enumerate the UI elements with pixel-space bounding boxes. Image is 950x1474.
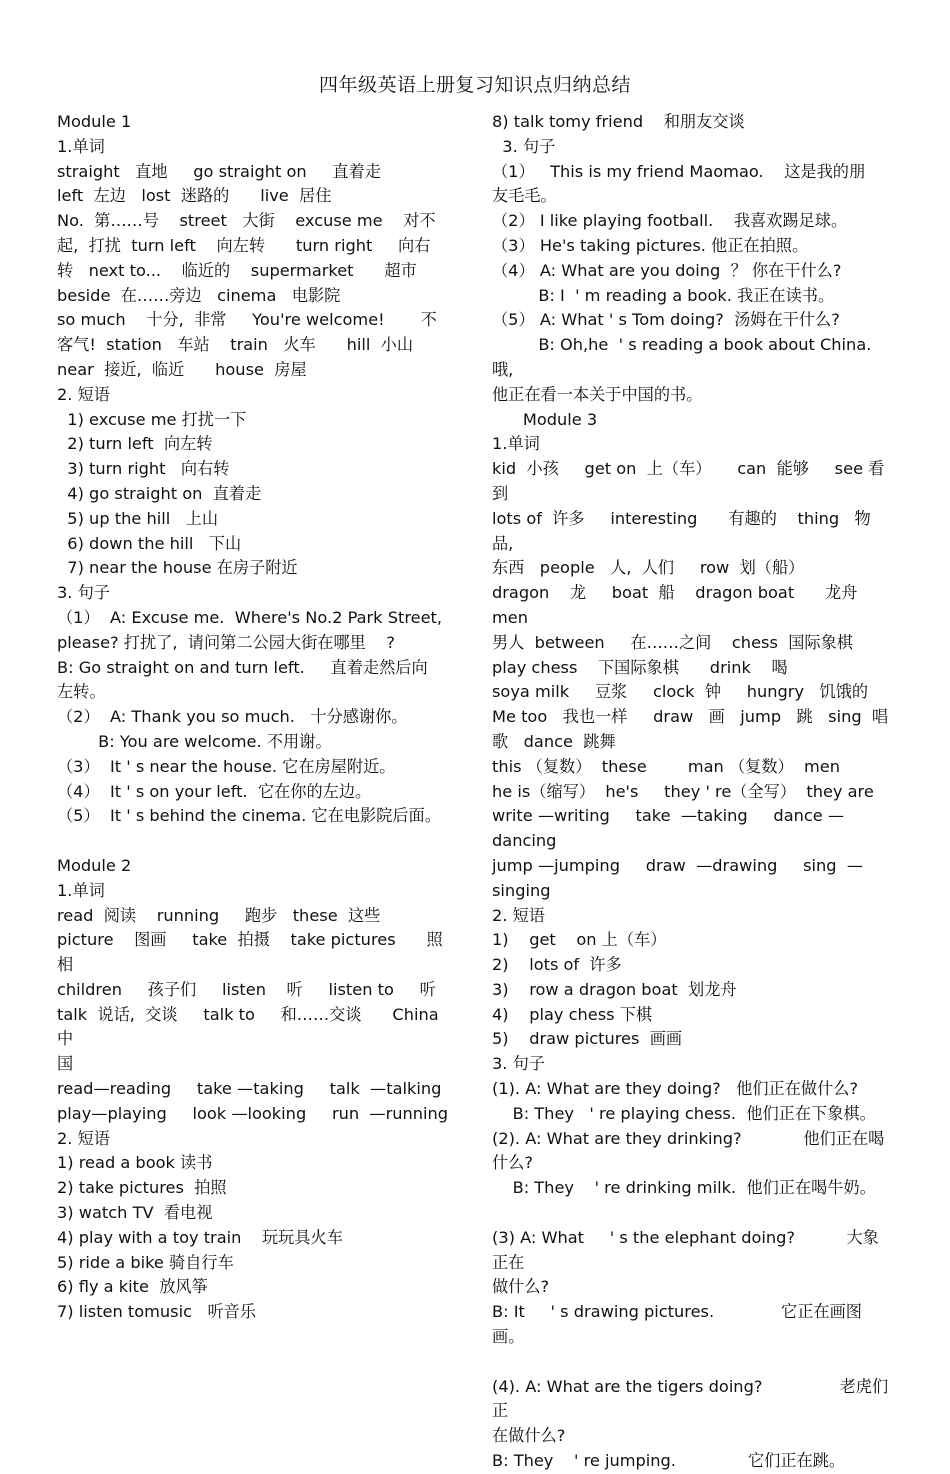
- text-line: 2. 短语: [57, 384, 110, 404]
- text-line: 3. 句子: [57, 583, 110, 603]
- blank-line: [492, 1201, 892, 1226]
- document-title: 四年级英语上册复习知识点归纳总结: [318, 74, 631, 96]
- text-line: 1.单词: [492, 434, 540, 454]
- text-line: dragon 龙 boat 船 dragon boat 龙舟 men: [492, 583, 884, 627]
- text-line: 2. 短语: [492, 905, 545, 925]
- text-line: B: I ' m reading a book. 我正在读书。: [492, 285, 835, 305]
- text-line: 4) play with a toy train 玩玩具火车: [57, 1227, 343, 1247]
- text-line: 1.单词: [57, 136, 105, 156]
- text-line: B: They ' re jumping. 它们正在跳。: [492, 1451, 846, 1471]
- text-line: 2. 短语: [57, 1128, 110, 1148]
- text-line: 东西 people 人, 人们 row 划（船）: [492, 558, 805, 578]
- text-line: B: They ' re drinking milk. 他们正在喝牛奶。: [492, 1178, 876, 1198]
- text-line: play chess 下国际象棋 drink 喝: [492, 657, 788, 677]
- text-line: please? 打扰了, 请问第二公园大街在哪里 ?: [57, 632, 396, 652]
- text-line: 在做什么?: [492, 1426, 566, 1446]
- text-line: B: Go straight on and turn left. 直着走然后向: [57, 657, 428, 677]
- text-line: 7) listen tomusic 听音乐: [57, 1302, 257, 1322]
- text-line: 什么?: [492, 1153, 533, 1173]
- text-line: (2). A: What are they drinking? 他们正在喝: [492, 1128, 885, 1148]
- text-line: （4） It ' s on your left. 它在你的左边。: [57, 781, 372, 801]
- text-line: 5) up the hill 上山: [57, 508, 219, 528]
- text-line: （5） It ' s behind the cinema. 它在电影院后面。: [57, 806, 441, 826]
- text-line: （5） A: What ' s Tom doing? 汤姆在干什么?: [492, 310, 840, 330]
- text-line: 客气! station 车站 train 火车 hill 小山: [57, 335, 414, 355]
- text-line: talk 说话, 交谈 talk to 和……交谈 China 中: [57, 1004, 449, 1049]
- text-line: （3） He's taking pictures. 他正在拍照。: [492, 235, 809, 255]
- text-line: 歌 dance 跳舞: [492, 731, 616, 751]
- text-line: Me too 我也一样 draw 画 jump 跳 sing 唱: [492, 707, 889, 727]
- text-line: 他正在看一本关于中国的书。: [492, 384, 703, 404]
- text-line: B: They ' re playing chess. 他们正在下象棋。: [492, 1103, 876, 1123]
- text-line: this （复数） these man （复数） men: [492, 756, 840, 776]
- text-line: 3. 句子: [492, 1054, 545, 1074]
- text-line: play—playing look —looking run —running: [57, 1103, 449, 1123]
- text-line: 1) excuse me 打扰一下: [57, 409, 247, 429]
- text-line: 做什么?: [492, 1277, 550, 1297]
- text-line: （2） I like playing football. 我喜欢踢足球。: [492, 211, 848, 231]
- text-line: 友毛毛。: [492, 186, 557, 206]
- text-line: 3) row a dragon boat 划龙舟: [492, 979, 737, 999]
- left-column: [57, 110, 457, 1325]
- blank-line: [57, 829, 457, 854]
- text-line: 7) near the house 在房子附近: [57, 558, 298, 578]
- text-line: B: It ' s drawing pictures. 它正在画图画。: [492, 1302, 862, 1347]
- text-line: 4) go straight on 直着走: [57, 483, 262, 503]
- text-line: （1） This is my friend Maomao. 这是我的朋: [492, 161, 866, 181]
- blank-line: [492, 1350, 892, 1375]
- text-line: 起, 打扰 turn left 向左转 turn right 向右: [57, 235, 431, 255]
- text-line: （1） A: Excuse me. Where's No.2 Park Street,: [57, 607, 443, 627]
- text-line: singing: [492, 880, 551, 900]
- text-line: straight 直地 go straight on 直着走: [57, 161, 381, 181]
- text-line: （3） It ' s near the house. 它在房屋附近。: [57, 756, 396, 776]
- text-line: 2) turn left 向左转: [57, 434, 213, 454]
- text-line: jump —jumping draw —drawing sing —: [492, 855, 864, 875]
- text-line: 6) down the hill 下山: [57, 533, 242, 553]
- text-line: so much 十分, 非常 You're welcome! 不: [57, 310, 437, 330]
- text-line: children 孩子们 listen 听 listen to 听: [57, 979, 436, 999]
- text-line: 6) fly a kite 放风筝: [57, 1277, 208, 1297]
- text-line: 男人 between 在……之间 chess 国际象棋: [492, 632, 853, 652]
- text-line: 4) play chess 下棋: [492, 1004, 653, 1024]
- text-line: beside 在……旁边 cinema 电影院: [57, 285, 341, 305]
- text-line: 左转。: [57, 682, 106, 702]
- text-line: (1). A: What are they doing? 他们正在做什么?: [492, 1079, 859, 1099]
- text-line: (3) A: What ' s the elephant doing? 大象正在: [492, 1227, 879, 1272]
- text-line: 5) ride a bike 骑自行车: [57, 1252, 234, 1272]
- text-line: Module 3: [492, 409, 598, 429]
- text-line: 国: [57, 1054, 74, 1074]
- text-line: (4). A: What are the tigers doing? 老虎们正: [492, 1376, 889, 1421]
- text-line: 3) turn right 向右转: [57, 459, 230, 479]
- text-line: he is（缩写） he's they ' re（全写） they are: [492, 781, 874, 801]
- text-line: B: You are welcome. 不用谢。: [57, 731, 332, 751]
- text-line: No. 第……号 street 大街 excuse me 对不: [57, 211, 436, 231]
- text-line: 2) lots of 许多: [492, 955, 622, 975]
- text-line: （4） A: What are you doing ？ 你在干什么?: [492, 260, 842, 280]
- text-line: 转 next to... 临近的 supermarket 超市: [57, 260, 417, 280]
- text-line: kid 小孩 get on 上（车） can 能够 see 看到: [492, 459, 885, 503]
- text-line: 2) take pictures 拍照: [57, 1178, 227, 1198]
- text-line: Module 2: [57, 855, 132, 875]
- text-line: （2） A: Thank you so much. 十分感谢你。: [57, 707, 408, 727]
- text-line: 3. 句子: [492, 136, 556, 156]
- text-line: 5) draw pictures 画画: [492, 1029, 683, 1049]
- text-line: Module 1: [57, 112, 132, 131]
- text-line: lots of 许多 interesting 有趣的 thing 物品,: [492, 508, 871, 553]
- text-line: soya milk 豆浆 clock 钟 hungry 饥饿的: [492, 682, 869, 702]
- text-line: near 接近, 临近 house 房屋: [57, 359, 307, 379]
- text-line: read 阅读 running 跑步 these 这些: [57, 905, 381, 925]
- text-line: 1) get on 上（车）: [492, 930, 667, 950]
- text-line: picture 图画 take 拍摄 take pictures 照相: [57, 930, 443, 975]
- text-line: left 左边 lost 迷路的 live 居住: [57, 186, 332, 206]
- text-line: 1.单词: [57, 880, 105, 900]
- text-line: 3) watch TV 看电视: [57, 1203, 213, 1223]
- right-column: [492, 110, 892, 1474]
- text-line: 1) read a book 读书: [57, 1153, 213, 1173]
- text-line: read—reading take —taking talk —talking: [57, 1079, 442, 1099]
- text-line: B: Oh,he ' s reading a book about China. 哦,: [492, 335, 882, 379]
- text-line: 8) talk tomy friend 和朋友交谈: [492, 112, 745, 131]
- text-line: write —writing take —taking dance —dancing: [492, 806, 845, 851]
